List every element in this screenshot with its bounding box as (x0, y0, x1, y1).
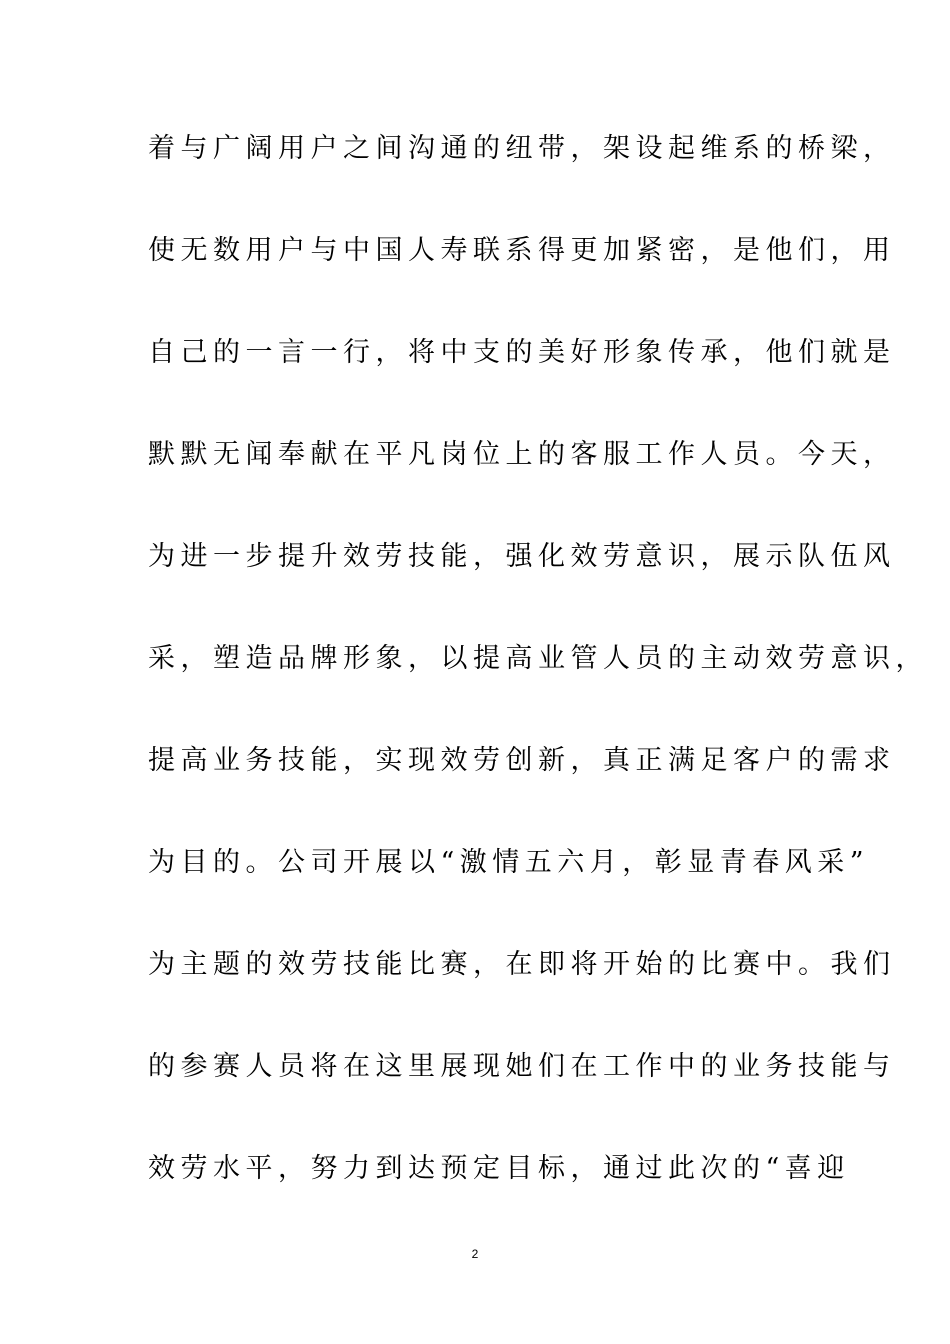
text-line: 的参赛人员将在这里展现她们在工作中的业务技能与 (148, 1051, 896, 1082)
text-line: 为主题的效劳技能比赛，在即将开始的比赛中。我们 (148, 949, 896, 980)
body-text (148, 122, 928, 1244)
text-line: 采，塑造品牌形象，以提高业管人员的主动效劳意识， (148, 643, 928, 674)
text-line: 自己的一言一行，将中支的美好形象传承，他们就是 (148, 337, 896, 368)
text-line: 默默无闻奉献在平凡岗位上的客服工作人员。今天， (148, 439, 896, 470)
page-number: 2 (471, 1247, 479, 1261)
text-line: 提高业务技能，实现效劳创新，真正满足客户的需求 (148, 745, 896, 776)
text-line: 为目的。公司开展以“激情五六月，彰显青春风采” (148, 847, 870, 878)
text-line: 效劳水平，努力到达预定目标，通过此次的“喜迎 (148, 1153, 850, 1184)
text-line: 着与广阔用户之间沟通的纽带，架设起维系的桥梁， (148, 133, 896, 164)
text-line: 为进一步提升效劳技能，强化效劳意识，展示队伍风 (148, 541, 896, 572)
text-line: 使无数用户与中国人寿联系得更加紧密，是他们，用 (148, 235, 896, 266)
